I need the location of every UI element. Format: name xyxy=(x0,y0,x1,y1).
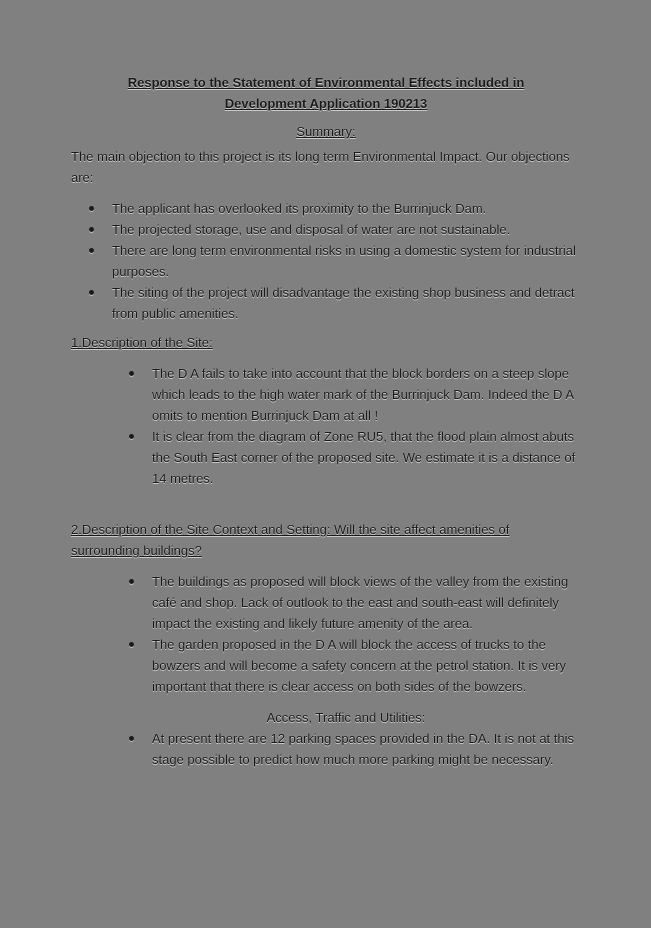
section-1-heading: 1.Description of the Site: xyxy=(71,335,213,350)
bullet-icon xyxy=(89,290,94,295)
section-1-bullet: It is clear from the diagram of Zone RU5, that the flood plain almost abuts the South East corner of the proposed site. We estimate it is a distance of 14 metres. xyxy=(111,426,581,489)
section-2-bullet: The garden proposed in the D A will block the access of trucks to the bowzers and will become a safety concern at the petrol station. It is very important that there is clear access on both sides of the bowzers. xyxy=(111,634,581,697)
summary-bullet: There are long term environmental risks in using a domestic system for industrial purposes. xyxy=(71,240,581,282)
bullet-icon xyxy=(89,206,94,211)
bullet-icon xyxy=(129,642,134,647)
section-3-heading: Access, Traffic and Utilities: xyxy=(266,710,426,725)
section-2-bullet-list xyxy=(111,571,581,697)
summary-bullet-list xyxy=(71,198,581,324)
section-2-heading: 2.Description of the Site Context and Setting: Will the site affect amenities of surrounding buildings? xyxy=(71,522,510,558)
section-1-bullet-list xyxy=(111,363,581,489)
summary-heading: Summary: xyxy=(296,124,356,139)
bullet-icon xyxy=(129,371,134,376)
section-3-bullet: At present there are 12 parking spaces provided in the DA. It is not at this stage possible to predict how much more parking might be necessary. xyxy=(111,728,581,770)
document-title-line-1: Response to the Statement of Environmental Effects included in xyxy=(127,75,525,90)
section-2-bullet: The buildings as proposed will block views of the valley from the existing café and shop. Lack of outlook to the east and south-east will definitely impact the existing and likely future amenity of the area. xyxy=(111,571,581,634)
summary-bullet: The siting of the project will disadvantage the existing shop business and detract from public amenities. xyxy=(71,282,581,324)
bullet-icon xyxy=(129,579,134,584)
summary-bullet: The applicant has overlooked its proximity to the Burrinjuck Dam. xyxy=(71,198,581,219)
intro-paragraph: The main objection to this project is its long term Environmental Impact. Our objections are: xyxy=(71,149,570,185)
document-page xyxy=(71,72,581,770)
bullet-icon xyxy=(129,434,134,439)
summary-bullet: The projected storage, use and disposal of water are not sustainable. xyxy=(71,219,581,240)
bullet-icon xyxy=(129,736,134,741)
section-1-bullet: The D A fails to take into account that the block borders on a steep slope which leads to the high water mark of the Burrinjuck Dam. Indeed the D A omits to mention Burrinjuck Dam at all ! xyxy=(111,363,581,426)
bullet-icon xyxy=(89,227,94,232)
document-title-line-2: Development Application 190213 xyxy=(224,96,428,111)
bullet-icon xyxy=(89,248,94,253)
section-3-bullet-list xyxy=(111,728,581,770)
